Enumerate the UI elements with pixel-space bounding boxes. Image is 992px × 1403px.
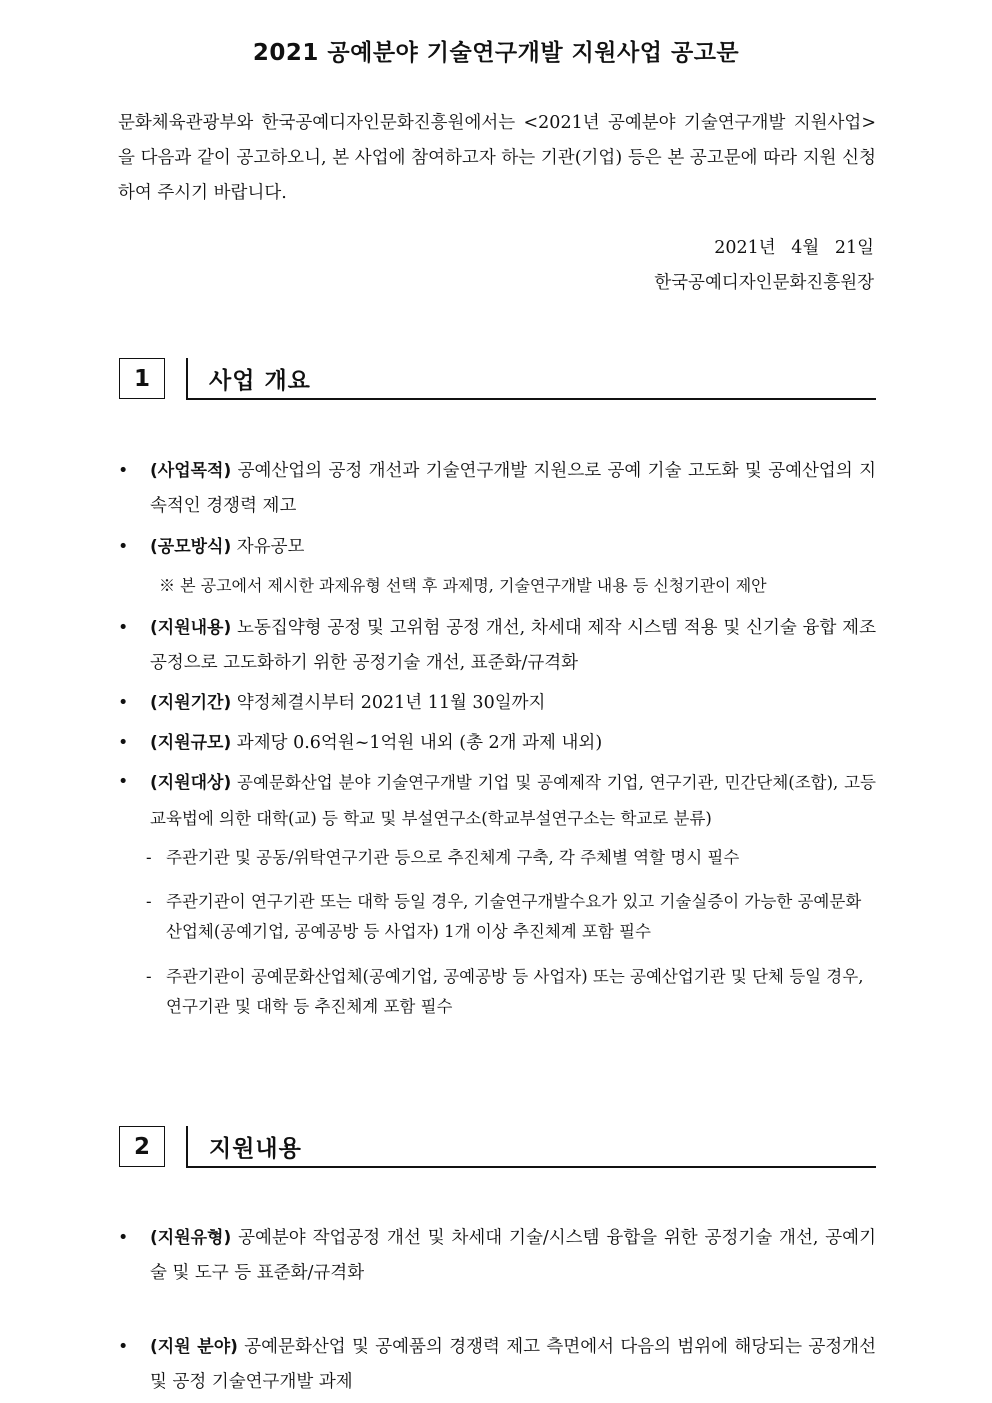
item-label: (지원규모) (150, 733, 232, 753)
bullet-icon: • (118, 1228, 129, 1248)
section-title: 지원내용 (209, 1136, 302, 1162)
document-title: 2021 공예분야 기술연구개발 지원사업 공고문 (252, 40, 740, 66)
item-text: 과제당 0.6억원~1억원 내외 (총 2개 과제 내외) (231, 733, 603, 753)
dash-marker: - (146, 848, 152, 867)
list-item (118, 454, 876, 524)
item-text: 자유공모 (231, 537, 305, 557)
sub-list-item (118, 887, 876, 947)
item-label: (지원대상) (150, 773, 232, 793)
bullet-icon: • (118, 537, 129, 557)
sub-item-text: 주관기관 및 공동/위탁연구기관 등으로 추진체계 구축, 각 주체별 역할 명시 필수 (166, 848, 740, 867)
section-number-box: 1 (119, 358, 165, 399)
dash-marker: - (146, 892, 152, 911)
item-text: 공예문화산업 분야 기술연구개발 기업 및 공예제작 기업, 연구기관, 민간단체(조합), 고등교육법에 의한 대학(교) 등 학교 및 부설연구소(학교부설연구소는 학교로 분류) (150, 773, 876, 828)
sub-item-text: 주관기관이 연구기관 또는 대학 등일 경우, 기술연구개발수요가 있고 기술실증이 가능한 공예문화산업체(공예기업, 공예공방 등 사업자) 1개 이상 추진체계 포함 필수 (166, 892, 862, 941)
section-title: 사업 개요 (209, 368, 311, 394)
bullet-icon: • (118, 618, 129, 638)
list-item (118, 726, 876, 761)
list-item (118, 686, 876, 721)
item-text: 공예분야 작업공정 개선 및 차세대 기술/시스템 융합을 위한 공정기술 개선, 공예기술 및 도구 등 표준화/규격화 (150, 1228, 876, 1283)
item-label: (지원내용) (150, 618, 232, 638)
item-label: (지원 분야) (150, 1337, 238, 1357)
item-label: (공모방식) (150, 537, 232, 557)
item-text: 공예문화산업 및 공예품의 경쟁력 제고 측면에서 다음의 범위에 해당되는 공정개선 및 공정 기술연구개발 과제 (150, 1337, 876, 1392)
note-text (118, 573, 876, 599)
item-text: 공예산업의 공정 개선과 기술연구개발 지원으로 공예 기술 고도화 및 공예산업의 지속적인 경쟁력 제고 (150, 461, 876, 516)
issuing-organization: 한국공예디자인문화진흥원장 (654, 273, 874, 293)
sub-list-item (118, 843, 876, 873)
item-label: (지원기간) (150, 693, 232, 713)
section-2-header (118, 1126, 876, 1168)
item-text: 노동집약형 공정 및 고위험 공정 개선, 차세대 제작 시스템 적용 및 신기술 융합 제조공정으로 고도화하기 위한 공정기술 개선, 표준화/규격화 (150, 618, 876, 673)
bullet-icon: • (118, 1337, 129, 1357)
list-item (118, 765, 876, 836)
section-divider-bar (186, 1126, 188, 1168)
section-underline (186, 398, 876, 400)
item-text: 약정체결시부터 2021년 11월 30일까지 (231, 693, 546, 713)
sub-item-text: 주관기관이 공예문화산업체(공예기업, 공예공방 등 사업자) 또는 공예산업기관 및 단체 등일 경우, 연구기관 및 대학 등 추진체계 포함 필수 (166, 967, 864, 1016)
item-label: (지원유형) (150, 1228, 232, 1248)
bullet-icon: • (118, 733, 129, 753)
section-1-header (118, 358, 876, 400)
section-underline (186, 1166, 876, 1168)
reference-note: ※ 본 공고에서 제시한 과제유형 선택 후 과제명, 기술연구개발 내용 등 신청기관이 제안 (159, 576, 767, 595)
dash-marker: - (146, 967, 152, 986)
list-item (118, 611, 876, 681)
bullet-icon: • (118, 461, 129, 481)
sub-list-item (118, 962, 876, 1022)
list-item (118, 530, 876, 565)
list-item (118, 1330, 876, 1400)
item-label: (사업목적) (150, 461, 232, 481)
section-divider-bar (186, 358, 188, 400)
announcement-date: 2021년 4월 21일 (714, 238, 874, 258)
list-item (118, 1221, 876, 1291)
intro-paragraph: 문화체육관광부와 한국공예디자인문화진흥원에서는 <2021년 공예분야 기술연구개발 지원사업>을 다음과 같이 공고하오니, 본 사업에 참여하고자 하는 기관(기업) 등은 본 공고문에 따라 지원 신청하여 주시기 바랍니다. (118, 113, 876, 203)
section-number-box: 2 (119, 1126, 165, 1167)
bullet-icon: • (118, 772, 129, 792)
bullet-icon: • (118, 693, 129, 713)
